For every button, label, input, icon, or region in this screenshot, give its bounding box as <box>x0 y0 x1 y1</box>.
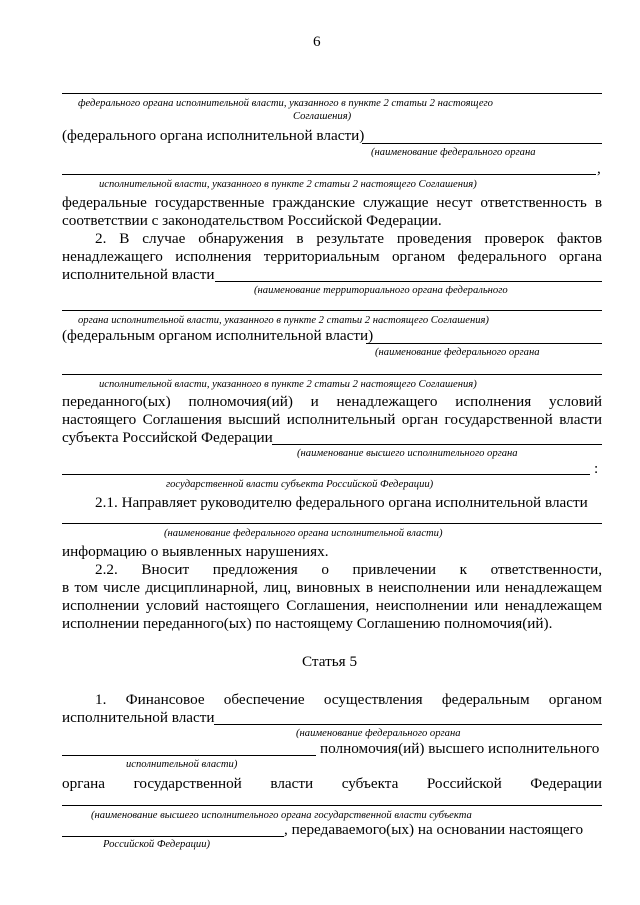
body-text: полномочия(ий) высшего исполнительного <box>320 740 600 757</box>
body-text: субъекта Российской Федерации <box>62 429 273 446</box>
body-text: исполнительной власти <box>62 709 215 726</box>
field-caption: исполнительной власти, указанного в пункте 2 статьи 2 настоящего Соглашения) <box>99 379 477 390</box>
fill-in-line <box>62 93 602 94</box>
field-caption: федерального органа исполнительной власти, указанного в пункте 2 статьи 2 настоящего <box>78 98 493 109</box>
field-caption: Российской Федерации) <box>103 839 211 850</box>
body-text: 1. Финансовое обеспечение осуществления федеральным органом <box>95 691 602 708</box>
body-text: ненадлежащего исполнения территориальным органом федерального органа <box>62 248 602 265</box>
body-text: переданного(ых) полномочия(ий) и ненадлежащего исполнения условий <box>62 393 602 410</box>
fill-in-line <box>215 281 602 282</box>
body-text: , передаваемого(ых) на основании настоящего <box>284 821 584 838</box>
field-caption: (наименование высшего исполнительного органа <box>297 448 518 459</box>
fill-in-line <box>62 174 596 175</box>
fill-in-line <box>62 523 602 524</box>
field-caption: (наименование федерального органа <box>371 147 536 158</box>
field-caption: исполнительной власти) <box>126 759 238 770</box>
body-text: федеральные государственные гражданские служащие несут ответственность в <box>62 194 602 211</box>
body-text: исполнительной власти <box>62 266 215 283</box>
fill-in-line <box>62 836 284 837</box>
field-caption: Соглашения) <box>293 111 352 122</box>
fill-in-line <box>62 310 602 311</box>
body-text: 2.1. Направляет руководителю федерального органа исполнительной власти <box>95 494 588 511</box>
body-text: исполнении переданного(ых) по настоящему Соглашению полномочия(ий). <box>62 615 553 632</box>
field-caption: (наименование федерального органа <box>296 728 461 739</box>
body-text: 2. В случае обнаружения в результате проведения проверок фактов <box>95 230 602 247</box>
body-text: информацию о выявленных нарушениях. <box>62 543 329 560</box>
body-text: органа государственной власти субъекта Российской Федерации <box>62 775 602 792</box>
body-text: в том числе дисциплинарной, лиц, виновных в неисполнении или ненадлежащем <box>62 579 602 596</box>
fill-in-line <box>272 444 602 445</box>
field-caption: (наименование федерального органа <box>375 347 540 358</box>
field-caption: (наименование территориального органа федерального <box>254 285 508 296</box>
body-text: соответствии с законодательством Российской Федерации. <box>62 212 442 229</box>
body-text: (федерального органа исполнительной власти) <box>62 127 365 144</box>
field-caption: (наименование высшего исполнительного органа государственной власти субъекта <box>91 810 472 821</box>
punctuation: : <box>594 460 599 477</box>
body-text: (федеральным органом исполнительной власти) <box>62 327 374 344</box>
fill-in-line <box>366 343 602 344</box>
fill-in-line <box>62 474 590 475</box>
body-text: настоящего Соглашения высший исполнительный орган государственной власти <box>62 411 602 428</box>
section-heading: Статья 5 <box>302 653 358 670</box>
fill-in-line <box>62 755 316 756</box>
fill-in-line <box>62 374 602 375</box>
body-text: исполнении условий настоящего Соглашения, неисполнении или ненадлежащем <box>62 597 602 614</box>
page-number: 6 <box>313 33 321 50</box>
fill-in-line <box>214 724 602 725</box>
fill-in-line <box>62 805 602 806</box>
field-caption: исполнительной власти, указанного в пункте 2 статьи 2 настоящего Соглашения) <box>99 179 477 190</box>
field-caption: органа исполнительной власти, указанного в пункте 2 статьи 2 настоящего Соглашения) <box>78 315 489 326</box>
field-caption: (наименование федерального органа исполнительной власти) <box>164 528 443 539</box>
punctuation: , <box>597 160 601 177</box>
field-caption: государственной власти субъекта Российской Федерации) <box>166 479 434 490</box>
fill-in-line <box>362 143 602 144</box>
body-text: 2.2. Вносит предложения о привлечении к ответственности, <box>95 561 602 578</box>
